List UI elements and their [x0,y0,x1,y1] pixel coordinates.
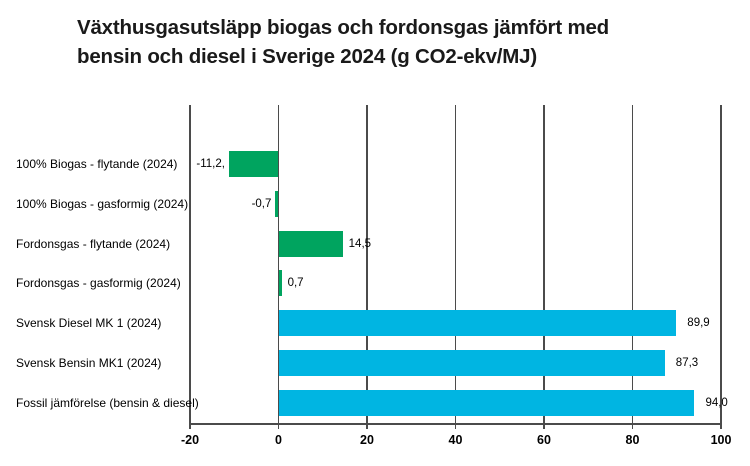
chart-title-line1: Växthusgasutsläpp biogas och fordonsgas jämfört med [77,16,609,39]
category-label-4: Fordonsgas - gasformig (2024) [16,276,181,291]
x-tick-label-100: 100 [710,433,732,447]
chart-title [77,13,609,71]
category-label-2: 100% Biogas - gasformig (2024) [16,196,189,211]
x-tick-label-80: 80 [625,433,640,447]
x-tick-label-40: 40 [448,433,463,447]
x-axis-tick [278,424,279,429]
x-axis-tick [366,424,367,429]
category-label-5: Svensk Diesel MK 1 (2024) [16,316,162,331]
x-axis-tick [632,424,633,429]
x-axis-tick [543,424,544,429]
gridline [455,105,456,424]
value-label-1: -11,2, [196,158,225,170]
gridline [543,105,544,424]
bar-4 [279,270,282,296]
category-label-1: 100% Biogas - flytande (2024) [16,157,178,171]
x-axis-tick [455,424,456,429]
gridline [189,105,190,424]
gridline [366,105,367,424]
x-axis-tick [189,424,190,429]
gridline [632,105,633,424]
value-label-4: 0,7 [287,277,304,290]
category-label-6: Svensk Bensin MK1 (2024) [16,356,162,370]
value-label-7: 94,0 [705,396,728,409]
bar-3 [279,231,343,257]
bar-7 [279,390,695,416]
x-tick-label-20: 20 [360,433,374,447]
value-label-6: 87,3 [675,357,699,369]
category-label-3: Fordonsgas - flytande (2024) [16,236,171,251]
bar-6 [279,350,665,376]
bar-1 [229,151,279,177]
category-label-7: Fossil jämförelse (bensin & diesel) [16,395,199,410]
bar-2 [275,191,278,217]
bar-5 [279,310,677,336]
value-label-2: -0,7 [251,197,272,210]
x-tick-label-60: 60 [537,433,551,447]
x-axis-tick [720,424,721,429]
x-tick-label--20: -20 [180,433,200,447]
x-tick-label-0: 0 [275,433,282,447]
value-label-5: 89,9 [687,317,710,330]
gridline [720,105,721,424]
chart-title-line2: bensin och diesel i Sverige 2024 (g CO2-ekv/MJ) [77,45,537,68]
value-label-3: 14,5 [348,237,372,250]
